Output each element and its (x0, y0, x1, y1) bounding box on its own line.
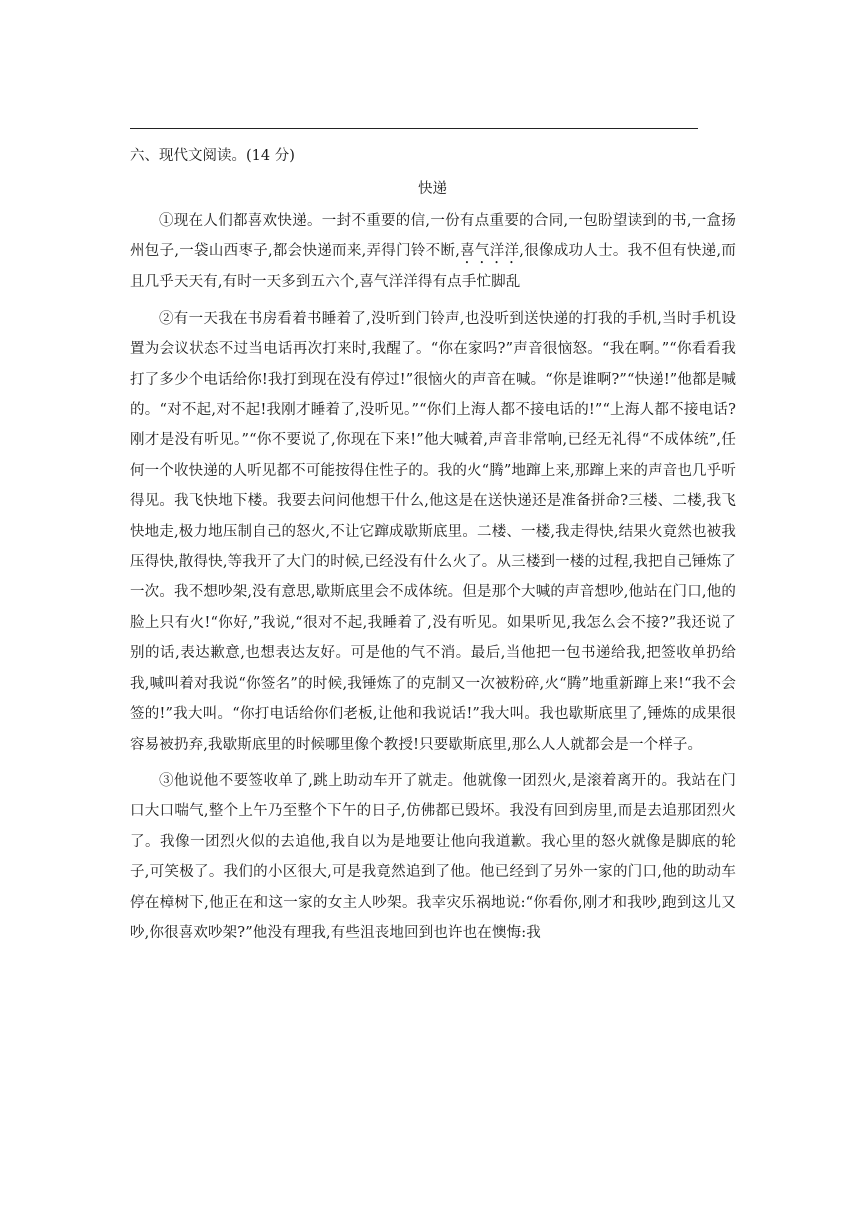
paragraph-2: ②有一天我在书房看着书睡着了,没听到门铃声,也没听到送快递的打我的手机,当时手机设置为会议状态不过当电话再次打来时,我醒了。“你在家吗?”声音很恼怒。“我在啊。”“你看看我打了多少个电话给你!我打到现在没有停过!”很恼火的声音在喊。“你是谁啊?”“快递!”他都是喊的。“对不起,对不起!我刚才睡着了,没听见。”“你们上海人都不接电话的!”“上海人都不接电话?刚才是没有听见。”“你不要说了,你现在下来!”他大喊着,声音非常响,已经无礼得“不成体统”,任何一个收快递的人听见都不可能按得住性子的。我的火“腾”地蹿上来,那蹿上来的声音也几乎听得见。我飞快地下楼。我要去问问他想干什么,他这是在送快递还是准备拼命?三楼、二楼,我飞快地走,极力地压制自己的怒火,不让它蹿成歇斯底里。二楼、一楼,我走得快,结果火竟然也被我压得快,散得快,等我开了大门的时候,已经没有什么火了。从三楼到一楼的过程,我把自己锤炼了一次。我不想吵架,没有意思,歇斯底里会不成体统。但是那个大喊的声音想吵,他站在门口,他的脸上只有火!“你好,”我说,“很对不起,我睡着了,没有听见。如果听见,我怎么会不接?”我还说了别的话,表达歉意,也想表达友好。可是他的气不消。最后,当他把一包书递给我,把签收单扔给我,喊叫着对我说“你签名”的时候,我锤炼了的克制又一次被粉碎,火“腾”地重新蹿上来!“我不会签的!”我大叫。“你打电话给你们老板,让他和我说话!”我大叫。我也歇斯底里了,锤炼的成果很容易被扔弃,我歇斯底里的时候哪里像个教授!只要歇斯底里,那么人人就都会是一个样子。 (130, 310, 736, 753)
paragraph-3: ③他说他不要签收单了,跳上助动车开了就走。他就像一团烈火,是滚着离开的。我站在门口大口喘气,整个上午乃至整个下午的日子,仿佛都已毁坏。我没有回到房里,而是去追那团烈火了。我像一团烈火似的去追他,我自以为是地要让他向我道歉。我心里的怒火就像是脚底的轮子,可笑极了。我们的小区很大,可是我竟然追到了他。他已经到了另外一家的门口,他的助动车停在樟树下,他正在和这一家的女主人吵架。我幸灾乐祸地说:“你看你,刚才和我吵,跑到这儿又吵,你很喜欢吵架?”他没有理我,有些沮丧地回到也许也在懊悔:我 (130, 772, 736, 941)
emphasized-phrase: 喜气洋洋 (460, 243, 520, 260)
article-body (130, 206, 736, 954)
article-title: 快递 (418, 181, 447, 197)
paragraph-1-text-before: ①现在人们都喜欢快递。一封不重要的信,一份有点重要的合同,一包盼望读到的书,一盒扬州包子,一袋山西枣子,都会快递而来,弄得门铃不断, (130, 213, 736, 260)
paragraph-1-text-after: ,很像成功人士。我不但有快递,而且几乎天天有,有时一天多到五六个,喜气洋洋得有点手忙脚乱 (130, 243, 736, 291)
paragraph-1 (130, 206, 736, 298)
header-rule (130, 128, 698, 129)
section-heading: 六、现代文阅读。(14 分) (130, 148, 295, 164)
